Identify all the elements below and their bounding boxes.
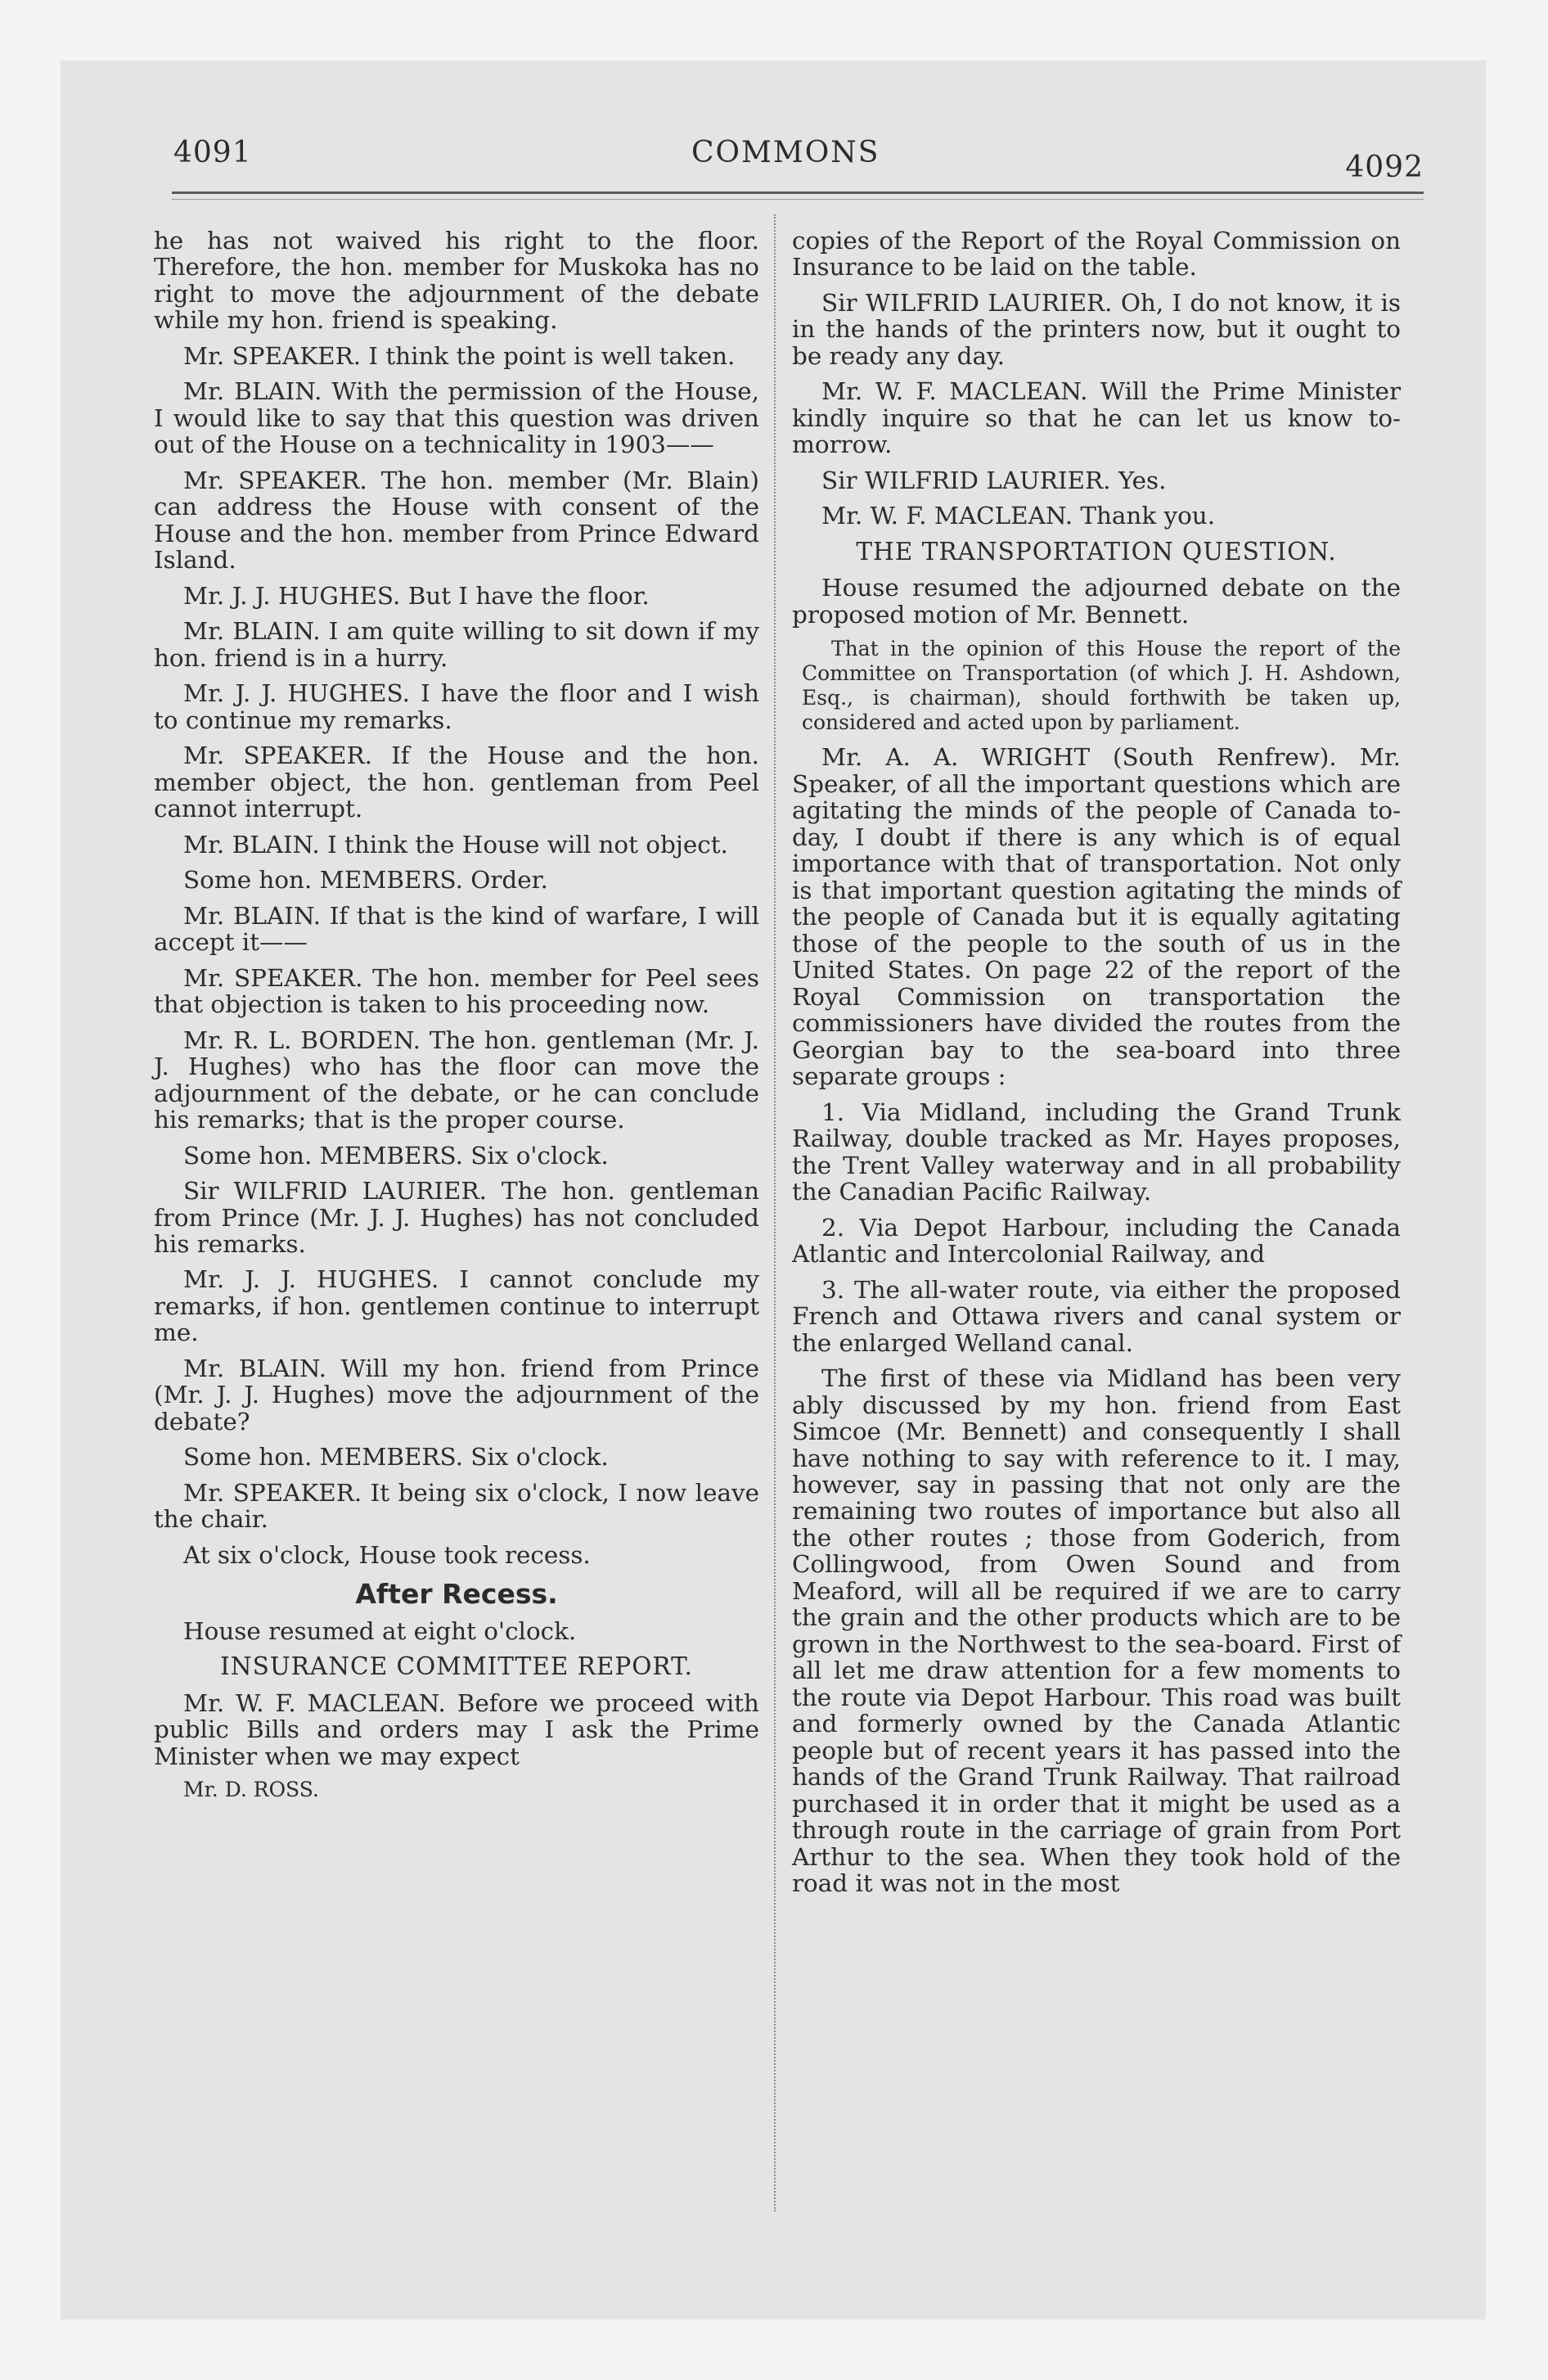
footer-signature: Mr. D. ROSS. bbox=[183, 1778, 319, 1802]
header-rule bbox=[172, 192, 1424, 194]
paragraph: Mr. J. J. HUGHES. I cannot conclude my remarks, if hon. gentlemen continue to interrupt me. bbox=[154, 1265, 759, 1347]
after-recess-heading: After Recess. bbox=[355, 1578, 558, 1611]
column-divider bbox=[774, 214, 776, 2211]
transportation-heading: THE TRANSPORTATION QUESTION. bbox=[856, 537, 1337, 566]
paragraph: he has not waived his right to the floor. Therefore, the hon. member for Muskoka has no right to move the adjournment of the debate while my hon. friend is speaking. bbox=[154, 227, 759, 335]
paragraph: Mr. SPEAKER. It being six o'clock, I now leave the chair. bbox=[154, 1478, 759, 1534]
paragraph: Mr. W. F. MACLEAN. Before we proceed with public Bills and orders may I ask the Prime Minister when we may expect bbox=[154, 1688, 759, 1770]
paragraph: Mr. SPEAKER. The hon. member (Mr. Blain) can address the House with consent of the House and the hon. member from Prince Edward Island. bbox=[154, 466, 759, 575]
paragraph: Sir WILFRID LAURIER. Oh, I do not know, it is in the hands of the printers now, but it ought to be ready any day. bbox=[792, 288, 1401, 370]
header-rule-thin bbox=[172, 199, 1424, 200]
paragraph: Mr. W. F. MACLEAN. Thank you. bbox=[821, 502, 1216, 530]
paragraph: Mr. SPEAKER. I think the point is well taken. bbox=[183, 341, 736, 370]
paragraph: copies of the Report of the Royal Commission on Insurance to be laid on the table. bbox=[792, 227, 1401, 282]
insurance-heading: INSURANCE COMMITTEE REPORT. bbox=[220, 1652, 693, 1681]
page-number-left: 4091 bbox=[173, 136, 252, 169]
paragraph: Sir WILFRID LAURIER. Yes. bbox=[821, 466, 1167, 494]
paragraph: Sir WILFRID LAURIER. The hon. gentleman from Prince (Mr. J. J. Hughes) has not concluded his remarks. bbox=[154, 1177, 759, 1258]
paragraph: Mr. BLAIN. I am quite willing to sit down if my hon. friend is in a hurry. bbox=[154, 617, 759, 672]
paragraph: 2. Via Depot Harbour, including the Canada Atlantic and Intercolonial Railway, and bbox=[792, 1213, 1401, 1269]
paragraph: Mr. BLAIN. With the permission of the House, I would like to say that this question was driven out of the House on a technicality in 1903—— bbox=[154, 377, 759, 459]
left-column bbox=[154, 228, 759, 1801]
motion-quote: That in the opinion of this House the report of the Committee on Transportation (of which J. H. Ashdown, Esq., is chairman), should forthwith be taken up, considered and acted upon by parliament. bbox=[802, 637, 1401, 735]
paragraph: Mr. BLAIN. I think the House will not object. bbox=[183, 830, 728, 859]
paragraph: Mr. A. A. WRIGHT (South Renfrew). Mr. Speaker, of all the important questions which are agitating the minds of the people of Canada to-day, I doubt if there is any which is of equal importance with that of transportation. Not only is that important question agitating the minds of the people of Canada but it is equally agitating those of the people to the south of us in the United States. On page 22 of the report of the Royal Commission on transportation the commissioners have divided the routes from the Georgian bay to the sea-board into three separate groups : bbox=[792, 743, 1401, 1091]
page-header bbox=[164, 131, 1424, 196]
paragraph: 1. Via Midland, including the Grand Trunk Railway, double tracked as Mr. Hayes proposes, the Trent Valley waterway and in all probability the Canadian Pacific Railway. bbox=[792, 1098, 1401, 1206]
paragraph: At six o'clock, House took recess. bbox=[183, 1540, 591, 1569]
paragraph: Mr. R. L. BORDEN. The hon. gentleman (Mr. J. J. Hughes) who has the floor can move the adjournment of the debate, or he can conclude his remarks; that is the proper course. bbox=[154, 1025, 759, 1134]
paragraph: 3. The all-water route, via either the proposed French and Ottawa rivers and canal system or the enlarged Welland canal. bbox=[792, 1275, 1401, 1357]
page-number-right: 4092 bbox=[1345, 151, 1424, 184]
paragraph: Some hon. MEMBERS. Six o'clock. bbox=[183, 1443, 609, 1472]
paragraph: Mr. BLAIN. Will my hon. friend from Prince (Mr. J. J. Hughes) move the adjournment of the debate? bbox=[154, 1354, 759, 1436]
paragraph: The first of these via Midland has been very ably discussed by my hon. friend from East Simcoe (Mr. Bennett) and consequently I shall have nothing to say with reference to it. I may, however, say in passing that not only are the remaining two routes of importance but also all the other routes ; those from Goderich, from Collingwood, from Owen Sound and from Meaford, will all be required if we are to carry the grain and the other products which are to be grown in the Northwest to the sea-board. First of all let me draw attention for a few moments to the route via Depot Harbour. This road was built and formerly owned by the Canada Atlantic people but of recent years it has passed into the hands of the Grand Trunk Railway. That railroad purchased it in order that it might be used as a through route in the carriage of grain from Port Arthur to the sea. When they took hold of the road it was not in the most bbox=[792, 1364, 1401, 1898]
paragraph: House resumed the adjourned debate on the proposed motion of Mr. Bennett. bbox=[792, 574, 1401, 629]
paragraph: Mr. J. J. HUGHES. But I have the floor. bbox=[183, 581, 650, 610]
paragraph: House resumed at eight o'clock. bbox=[183, 1616, 577, 1645]
paragraph: Some hon. MEMBERS. Six o'clock. bbox=[183, 1141, 609, 1170]
right-column bbox=[792, 228, 1401, 1906]
paragraph: Mr. SPEAKER. The hon. member for Peel sees that objection is taken to his proceeding now. bbox=[154, 963, 759, 1019]
paragraph: Some hon. MEMBERS. Order. bbox=[183, 866, 548, 895]
paragraph: Mr. J. J. HUGHES. I have the floor and I wish to continue my remarks. bbox=[154, 679, 759, 734]
paragraph: Mr. BLAIN. If that is the kind of warfare, I will accept it—— bbox=[154, 901, 759, 957]
paragraph: Mr. W. F. MACLEAN. Will the Prime Minister kindly inquire so that he can let us know to-morrow. bbox=[792, 377, 1401, 459]
running-title: COMMONS bbox=[691, 136, 880, 169]
paragraph: Mr. SPEAKER. If the House and the hon. member object, the hon. gentleman from Peel cannot interrupt. bbox=[154, 741, 759, 823]
